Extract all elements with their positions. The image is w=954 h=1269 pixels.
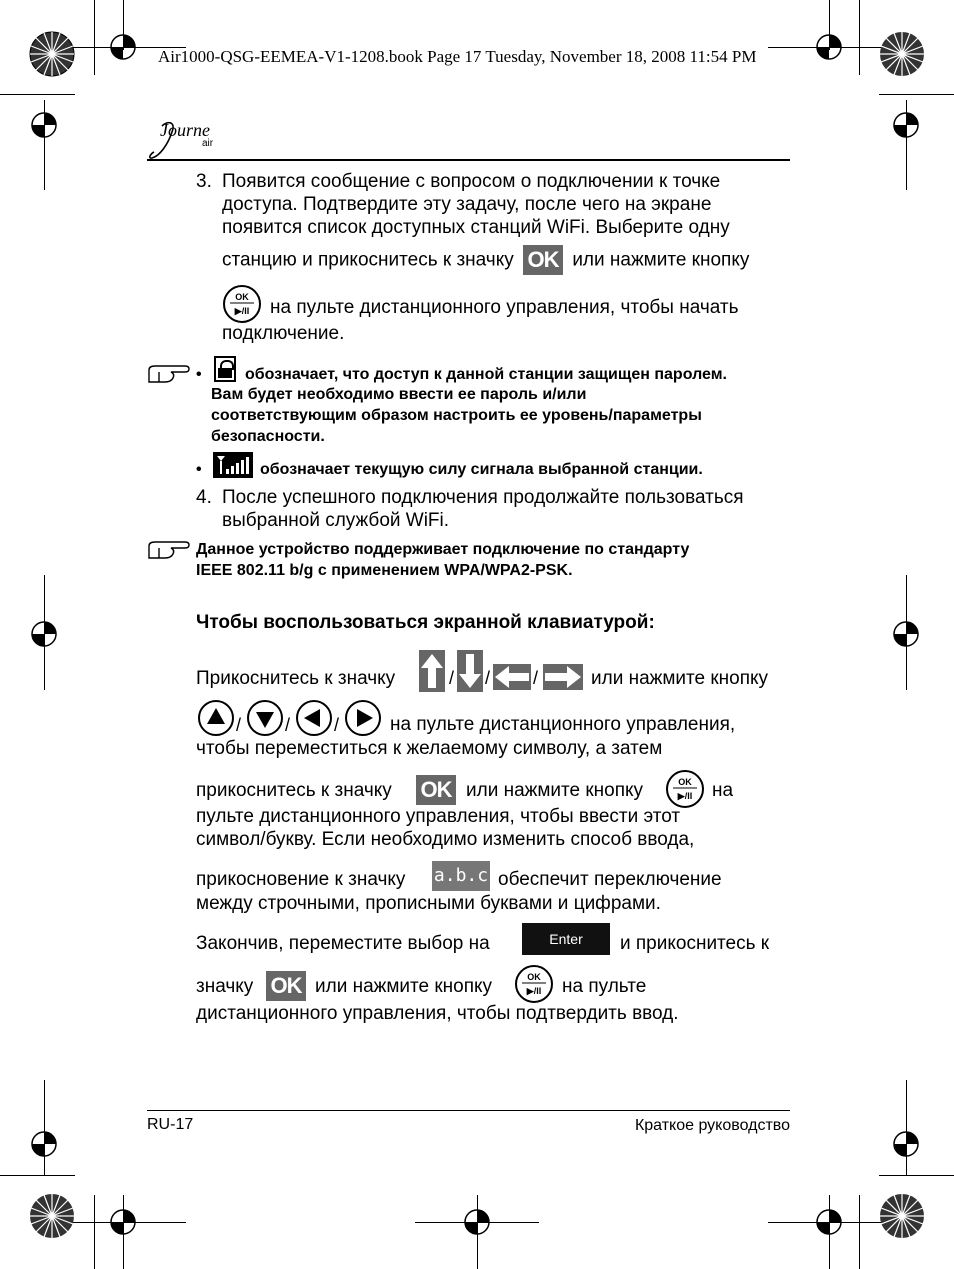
text-line: подключение.: [222, 323, 345, 344]
text-line: прикоснитесь к значку: [196, 780, 392, 801]
svg-text:/: /: [334, 715, 340, 735]
note-line: обозначает текущую силу сигнала выбранной станции.: [260, 461, 703, 478]
text-line: выбранной службой WiFi.: [222, 510, 450, 531]
ok-icon: OK: [416, 775, 456, 805]
guide-title: Краткое руководство: [634, 1117, 790, 1134]
text-line: или нажмите кнопку: [572, 249, 750, 271]
enter-key-icon: Enter: [522, 923, 610, 955]
svg-text:/: /: [485, 668, 491, 688]
text-line: символ/букву. Если необходимо изменить способ ввода,: [196, 829, 695, 850]
signal-strength-icon: [213, 452, 253, 484]
svg-text:/: /: [533, 668, 539, 688]
page-id: RU-17: [147, 1116, 194, 1133]
svg-text:/: /: [285, 715, 291, 735]
text-line-with-icon: [222, 245, 749, 275]
hand-note-icon: [147, 538, 191, 567]
ok-icon: OK: [266, 971, 306, 1001]
bullet-dot: •: [196, 366, 202, 383]
remote-down-button-icon: [248, 701, 282, 735]
note-line: Вам будет необходимо ввести ее пароль и/или: [211, 386, 587, 403]
svg-text:▶/II: ▶/II: [526, 986, 542, 996]
note-line: Данное устройство поддерживает подключение по стандарту: [196, 541, 690, 558]
lock-icon: [214, 356, 236, 382]
text-line: или нажмите кнопку: [315, 976, 493, 997]
text-line: на: [712, 780, 734, 801]
text-line: После успешного подключения продолжайте пользоваться: [222, 487, 744, 508]
note-line: соответствующим образом настроить ее уровень/параметры: [211, 407, 702, 424]
footer-rule: [147, 1110, 790, 1111]
svg-text:OK: OK: [678, 777, 692, 787]
text-line: между строчными, прописными буквами и цифрами.: [196, 893, 661, 914]
text-line: Появится сообщение с вопросом о подключении к точке: [222, 171, 721, 192]
book-header-line: Air1000-QSG-EEMEA-V1-1208.book Page 17 Tuesday, November 18, 2008 11:54 PM: [158, 47, 757, 66]
step-number: 4.: [196, 487, 212, 508]
ok-icon: OK: [523, 245, 563, 275]
svg-text:OK: OK: [235, 292, 249, 302]
hand-note-icon: [147, 362, 191, 391]
text-line: прикосновение к значку: [196, 869, 406, 890]
text-line: обеспечит переключение: [498, 869, 722, 890]
svg-text:OK: OK: [527, 972, 541, 982]
note-line: безопасности.: [211, 428, 325, 445]
text-line: Прикоснитесь к значку: [196, 668, 396, 689]
logo-subtext: air: [202, 138, 214, 149]
remote-left-button-icon: [297, 701, 331, 735]
step-number: 3.: [196, 171, 212, 192]
text-line: на пульте: [562, 976, 647, 997]
text-line: доступа. Подтвердите эту задачу, после чего на экране: [222, 194, 712, 215]
text-line: появится список доступных станций WiFi. Выберите одну: [222, 217, 730, 238]
note-line: обозначает, что доступ к данной станции защищен паролем.: [245, 366, 727, 383]
text-line: пульте дистанционного управления, чтобы ввести этот: [196, 806, 681, 827]
text-line: дистанционного управления, чтобы подтвердить ввод.: [196, 1003, 679, 1024]
abc-input-mode-icon: a.b.c: [432, 861, 490, 891]
svg-text:/: /: [449, 668, 455, 688]
keyboard-heading: Чтобы воспользоваться экранной клавиатурой:: [196, 612, 655, 633]
header-rule: [147, 159, 790, 161]
svg-text:/: /: [236, 715, 242, 735]
text-line: на пульте дистанционного управления,: [390, 714, 736, 735]
text-line: на пульте дистанционного управления, чтобы начать: [270, 297, 739, 318]
bullet-dot: •: [196, 461, 202, 478]
down-arrow-icon: [457, 650, 483, 692]
remote-right-button-icon: [346, 701, 380, 735]
text-line: чтобы переместиться к желаемому символу, а затем: [196, 738, 663, 759]
right-arrow-icon: [543, 664, 583, 690]
text-line: станцию и прикоснитесь к значку: [222, 249, 514, 271]
logo-text: Journe: [160, 120, 210, 140]
svg-text:▶/II: ▶/II: [677, 791, 693, 801]
nav-arrow-icons: [419, 650, 585, 698]
text-line: и прикоснитесь к: [620, 933, 770, 954]
text-line: значку: [196, 976, 254, 997]
svg-text:▶/II: ▶/II: [234, 306, 250, 316]
text-line: Закончив, переместите выбор на: [196, 933, 490, 954]
remote-up-button-icon: [199, 701, 233, 735]
left-arrow-icon: [493, 664, 531, 690]
up-arrow-icon: [419, 650, 445, 692]
text-line: или нажмите кнопку: [466, 780, 644, 801]
note-line: IEEE 802.11 b/g с применением WPA/WPA2-PSK.: [196, 562, 573, 579]
text-line: или нажмите кнопку: [591, 668, 769, 689]
